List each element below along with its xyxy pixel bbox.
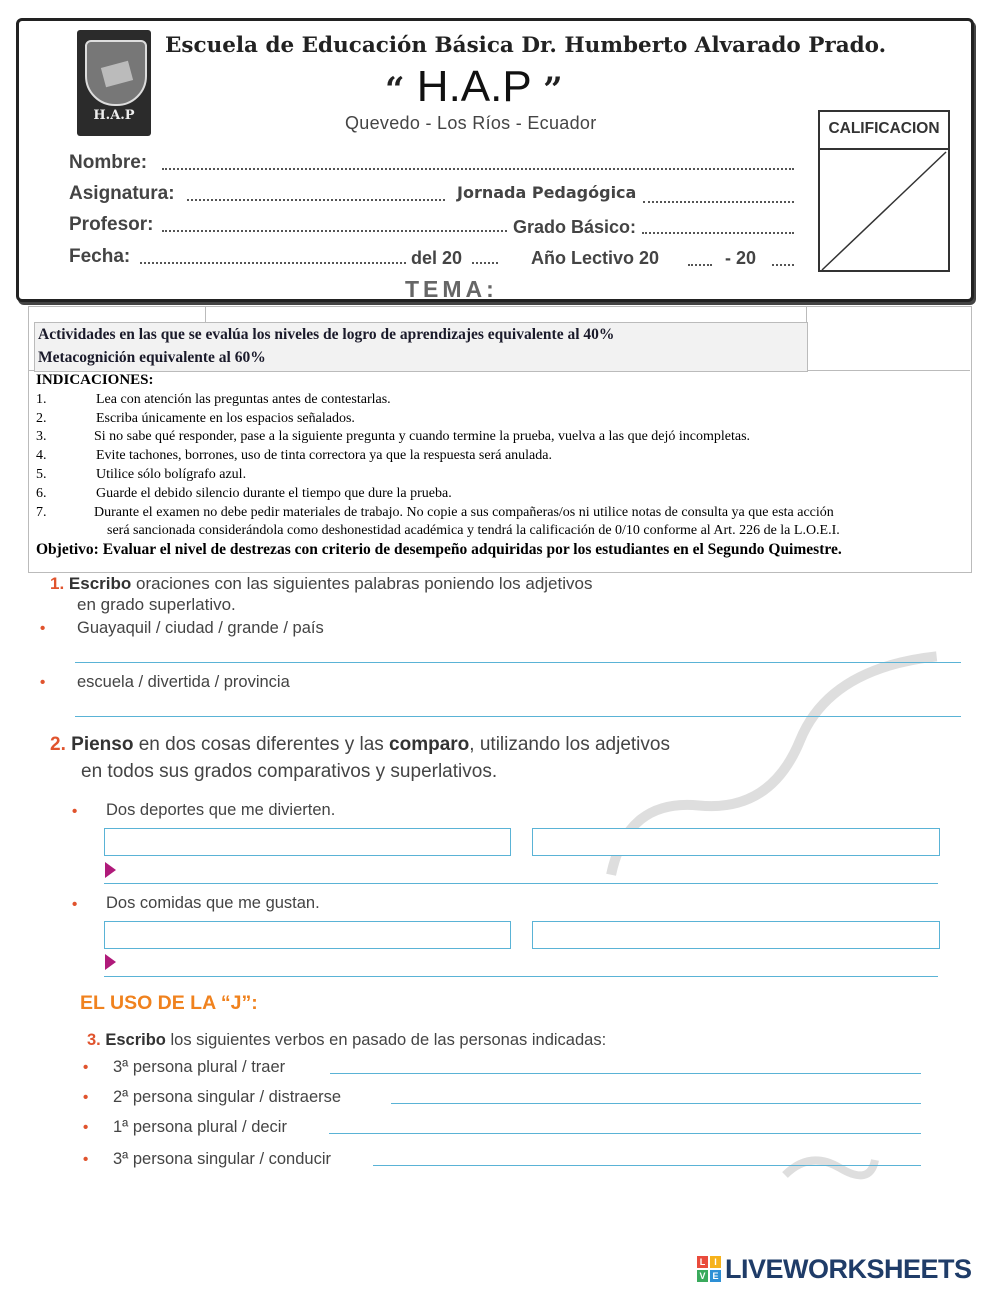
bullet-icon: •	[83, 1151, 89, 1168]
fecha-label: Fecha:	[69, 246, 131, 267]
exercise-1-title-text: oraciones con las siguientes palabras poniendo los adjetivos	[131, 574, 593, 593]
list-item: Lea con atención las preguntas antes de contestarlas.	[96, 392, 391, 407]
exercise-3-title-text: los siguientes verbos en pasado de las personas indicadas:	[165, 1031, 607, 1049]
liveworksheets-icon	[697, 1256, 721, 1282]
exercise-2-title-text: , utilizando los adjetivos	[469, 734, 670, 755]
bullet-icon: •	[40, 674, 46, 691]
exercise-2-title	[50, 734, 670, 756]
exercise-3-verb: Escribo	[105, 1031, 166, 1049]
exercise-3-item: 2ª persona singular / distraerse	[113, 1088, 342, 1106]
page-title	[385, 62, 563, 112]
answer-line[interactable]	[75, 716, 961, 717]
profesor-field[interactable]	[162, 230, 507, 232]
book-icon	[101, 61, 133, 88]
del-text: del 20	[411, 248, 463, 268]
answer-box[interactable]	[104, 921, 511, 949]
exercise-3-number: 3.	[87, 1031, 101, 1049]
exercise-2-verb: comparo	[389, 734, 470, 755]
asignatura-label: Asignatura:	[69, 183, 175, 204]
exercise-3-item: 3ª persona singular / conducir	[113, 1150, 331, 1168]
exercise-3-item: 1ª persona plural / decir	[113, 1118, 287, 1136]
grade-box	[818, 110, 950, 272]
list-item-number: 6.	[36, 486, 47, 501]
asignatura-field[interactable]	[187, 199, 445, 201]
exercise-3-title	[87, 1031, 606, 1050]
list-item-number: 2.	[36, 411, 47, 426]
location: Quevedo - Los Ríos - Ecuador	[345, 113, 597, 133]
icon-letter: V	[699, 1271, 706, 1281]
triangle-icon	[105, 954, 116, 970]
answer-line[interactable]	[329, 1133, 921, 1134]
evaluation-line-1: Actividades en las que se evalúa los niveles de logro de aprendizajes equivalente al 40%	[38, 326, 615, 343]
answer-box[interactable]	[532, 921, 940, 949]
list-item-number: 7.	[36, 505, 47, 520]
jornada-text: Jornada Pedagógica	[457, 183, 637, 202]
answer-line[interactable]	[373, 1165, 921, 1166]
open-quote: “	[385, 70, 405, 110]
del-field[interactable]	[472, 262, 498, 264]
exercise-2-title-line2: en todos sus grados comparativos y superlativos.	[81, 761, 498, 782]
list-item: Evite tachones, borrones, uso de tinta correctora ya que la respuesta será anulada.	[96, 448, 552, 463]
grado-label: Grado Básico:	[513, 217, 637, 237]
list-item-number: 3.	[36, 429, 47, 444]
nombre-label: Nombre:	[69, 152, 148, 173]
section-heading: EL USO DE LA “J”:	[80, 992, 258, 1014]
list-item: Si no sabe qué responder, pase a la siguiente pregunta y cuando termine la prueba, vuelva a las que dejó incompletas.	[94, 429, 751, 444]
exercise-2-item: Dos comidas que me gustan.	[106, 894, 320, 912]
exercise-2-title-text: en dos cosas diferentes y las	[133, 734, 390, 755]
icon-letter: I	[714, 1257, 717, 1267]
bullet-icon: •	[40, 620, 46, 637]
answer-line[interactable]	[104, 976, 938, 977]
grade-title: CALIFICACION	[828, 120, 940, 137]
tema-label: TEMA:	[405, 276, 498, 302]
answer-line[interactable]	[330, 1073, 921, 1074]
list-item-number: 1.	[36, 392, 47, 407]
grade-diagonal	[820, 150, 948, 272]
profesor-label: Profesor:	[69, 214, 154, 235]
ano-start-field[interactable]	[688, 264, 712, 266]
answer-box[interactable]	[104, 828, 511, 856]
icon-letter: E	[712, 1271, 719, 1281]
logo-text: H.A.P	[93, 108, 135, 123]
exercise-1-item: escuela / divertida / provincia	[77, 673, 290, 691]
watermark	[560, 603, 996, 922]
exercise-1-title-line2: en grado superlativo.	[77, 595, 236, 614]
ano-lectivo-text: Año Lectivo 20	[531, 248, 660, 268]
fecha-field[interactable]	[140, 262, 406, 264]
ano-sep-text: - 20	[725, 248, 757, 268]
shield-icon	[85, 40, 147, 106]
answer-line[interactable]	[391, 1103, 921, 1104]
asignatura-extra-field[interactable]	[643, 201, 794, 203]
school-logo	[77, 30, 151, 136]
list-item: Guarde el debido silencio durante el tiempo que dure la prueba.	[96, 486, 452, 501]
evaluation-line-2: Metacognición equivalente al 60%	[38, 349, 266, 366]
list-item: Utilice sólo bolígrafo azul.	[96, 467, 247, 482]
nombre-field[interactable]	[162, 168, 794, 170]
exercise-3-item: 3ª persona plural / traer	[113, 1058, 286, 1076]
bullet-icon: •	[83, 1089, 89, 1106]
indicaciones-title: INDICACIONES:	[36, 372, 154, 388]
exercise-1-number: 1.	[50, 574, 65, 593]
ano-end-field[interactable]	[772, 264, 794, 266]
exercise-2-verb: Pienso	[71, 734, 134, 755]
bullet-icon: •	[72, 803, 78, 820]
list-item-number: 4.	[36, 448, 47, 463]
grado-field[interactable]	[642, 232, 794, 234]
list-item: Escriba únicamente en los espacios señalados.	[96, 411, 355, 426]
title-text: H.A.P	[416, 62, 531, 111]
grade-field[interactable]	[820, 148, 948, 272]
triangle-icon	[105, 862, 116, 878]
bullet-icon: •	[83, 1119, 89, 1136]
exercise-1-item: Guayaquil / ciudad / grande / país	[77, 619, 324, 637]
exercise-2-number: 2.	[50, 734, 66, 755]
list-item: Durante el examen no debe pedir materiales de trabajo. No copie a sus compañeras/os ni utilice notas de consulta ya que esta acción	[94, 505, 834, 520]
exercise-1-title	[50, 574, 592, 594]
bullet-icon: •	[72, 896, 78, 913]
exercise-1-verb: Escribo	[68, 574, 132, 593]
school-name: Escuela de Educación Básica Dr. Humberto Alvarado Prado.	[165, 33, 887, 58]
close-quote: ”	[543, 70, 563, 110]
answer-line[interactable]	[104, 883, 938, 884]
answer-line[interactable]	[75, 662, 961, 663]
list-item-number: 5.	[36, 467, 47, 482]
objective: Objetivo: Evaluar el nivel de destrezas con criterio de desempeño adquiridas por los estudiantes en el Segundo Quimestre.	[36, 541, 842, 558]
bullet-icon: •	[83, 1059, 89, 1076]
brand-name[interactable]: LIVEWORKSHEETS	[725, 1254, 972, 1284]
table-divider	[205, 306, 206, 322]
answer-box[interactable]	[532, 828, 940, 856]
list-item-continuation: será sancionada considerándola como deshonestidad académica y tendrá la calificación de 0/10 conforme al Art. 226 de la L.O.E.I.	[107, 523, 840, 538]
exercise-2-item: Dos deportes que me divierten.	[106, 801, 336, 819]
icon-letter: L	[699, 1257, 706, 1267]
